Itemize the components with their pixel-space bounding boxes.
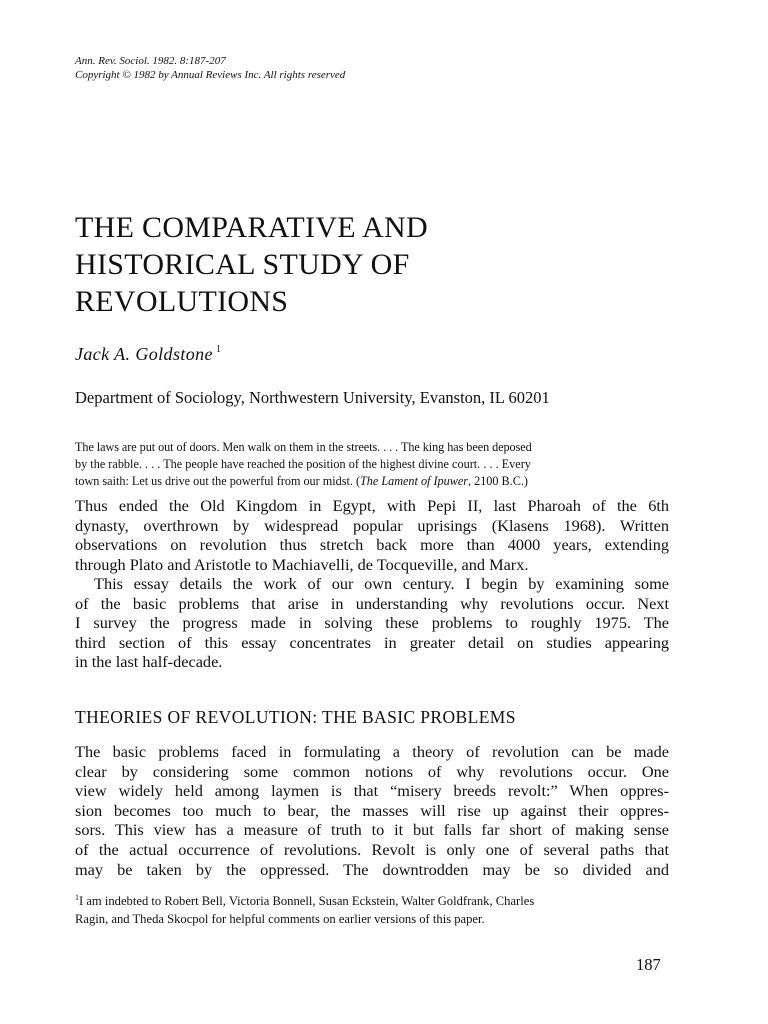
epigraph-line: The laws are put out of doors. Men walk on them in the streets. . . . The king has been deposed: [75, 440, 532, 454]
footnote-line: [75, 889, 669, 910]
footnote-line: Ragin, and Theda Skocpol for helpful comments on earlier versions of this paper.: [75, 912, 485, 926]
text-line: Thus ended the Old Kingdom in Egypt, with Pepi II, last Pharoah of the 6th: [75, 496, 669, 515]
epigraph-line: by the rabble. . . . The people have reached the position of the highest divine court. . . . Every: [75, 457, 531, 471]
copyright-notice: Copyright © 1982 by Annual Reviews Inc. All rights reserved: [75, 69, 346, 81]
body-paragraph: [75, 496, 669, 574]
author-name: Jack A. Goldstone: [75, 344, 213, 364]
text-line: clear by considering some common notions of why revolutions occur. One: [75, 761, 669, 781]
section-heading: THEORIES OF REVOLUTION: THE BASIC PROBLEMS: [75, 707, 516, 727]
text-line: sors. This view has a measure of truth to it but falls far short of making sense: [75, 820, 669, 840]
footnote-text: I am indebted to Robert Bell, Victoria Bonnell, Susan Eckstein, Walter Goldfrank, Charles: [79, 894, 535, 908]
epigraph-date: , 2100 B.C.): [468, 474, 528, 488]
body-paragraph: [75, 574, 669, 672]
text-line: The basic problems faced in formulating a theory of revolution can be made: [75, 742, 669, 761]
text-line: of the basic problems that arise in understanding why revolutions occur. Next: [75, 593, 669, 613]
text-line: through Plato and Aristotle to Machiavelli, de Tocqueville, and Marx.: [75, 554, 529, 574]
author-line: [75, 344, 221, 365]
article-title: [75, 209, 428, 320]
text-line: dynasty, overthrown by widespread popular uprisings (Klasens 1968). Written: [75, 515, 669, 535]
text-line: sion becomes too much to bear, the masses will rise up against their oppres-: [75, 800, 669, 820]
epigraph: [75, 439, 675, 490]
epigraph-line: [75, 473, 675, 490]
text-line: of the actual occurrence of revolutions. Revolt is only one of several paths that: [75, 839, 669, 859]
author-affiliation: Department of Sociology, Northwestern University, Evanston, IL 60201: [75, 388, 550, 407]
epigraph-source: The Lament of Ipuwer: [360, 474, 469, 488]
text-line: may be taken by the oppressed. The downtrodden may be so divided and: [75, 859, 669, 879]
text-line: This essay details the work of our own century. I begin by examining some: [94, 574, 669, 593]
text-line: I survey the progress made in solving these problems to roughly 1975. The: [75, 613, 669, 633]
title-line: REVOLUTIONS: [75, 285, 289, 318]
footnote: [75, 889, 669, 928]
text-line: in the last half-decade.: [75, 652, 223, 672]
text-line: view widely held among laymen is that “misery breeds revolt:” When oppres-: [75, 781, 669, 801]
body-paragraph: [75, 742, 669, 879]
page-number: 187: [636, 955, 661, 974]
epigraph-text: town saith: Let us drive out the powerful from our midst. (: [75, 474, 361, 488]
text-line: third section of this essay concentrates in greater detail on studies appearing: [75, 632, 669, 652]
text-line: observations on revolution thus stretch back more than 4000 years, extending: [75, 535, 669, 555]
title-line: THE COMPARATIVE AND: [75, 211, 428, 244]
author-footnote-mark: 1: [215, 344, 222, 355]
footnote-mark: 1: [75, 893, 79, 902]
journal-reference: Ann. Rev. Sociol. 1982. 8:187-207: [75, 55, 226, 67]
title-line: HISTORICAL STUDY OF: [75, 248, 410, 281]
